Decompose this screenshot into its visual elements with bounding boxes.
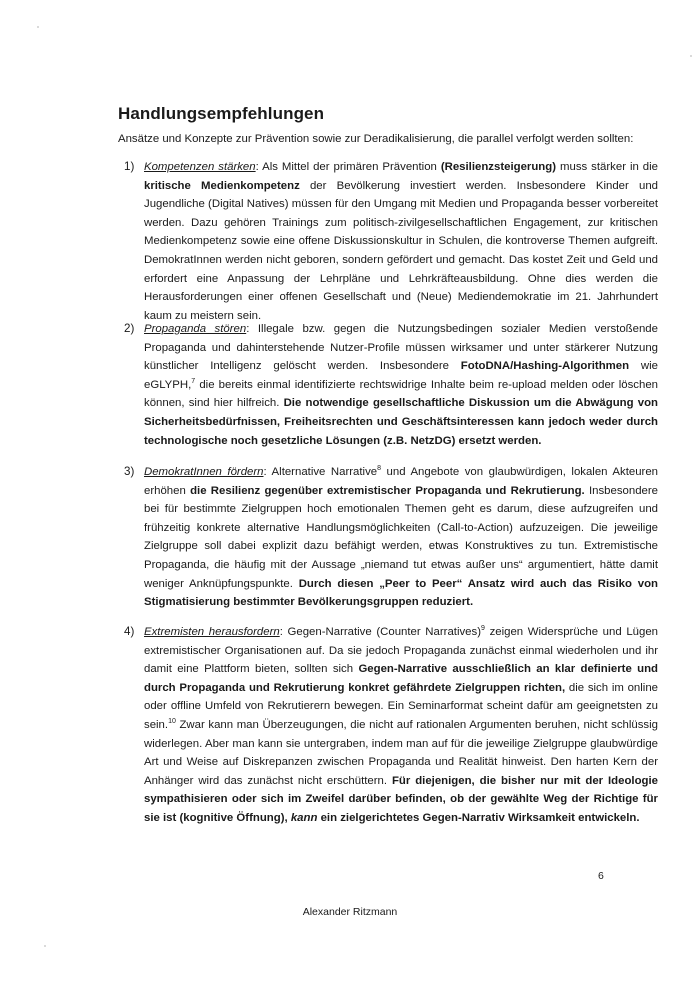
bold-text: Für diejenigen, die bisher nur mit der Ideologie sympathisieren oder sich im Zweifel darüber befinden, ob der gewählte Weg der Richtige für sie ist (kognitive Öffnung), — [144, 774, 659, 824]
recommendation-item — [118, 158, 658, 325]
item-paragraph — [144, 320, 658, 450]
recommendation-item — [118, 463, 658, 612]
item-number: 1) — [124, 160, 135, 173]
item-heading: Propaganda stören — [144, 323, 247, 335]
bold-text: Die notwendige gesellschaftliche Diskussion um die Abwägung von Sicherheitsbedürfnissen, Freiheitsrechten und Geschäftsinteressen kann jedoch weder durch technologische noch gesetzliche Lösungen (z.B. NetzDG) ersetzt werden. — [144, 397, 659, 447]
body-text: wie eGLYPH, — [144, 360, 658, 391]
body-text: muss stärker in die — [556, 161, 658, 173]
section-heading: Handlungsempfehlungen — [118, 104, 325, 123]
bold-text: ein zielgerichtetes Gegen-Narrativ Wirksamkeit entwickeln. — [317, 811, 640, 824]
footnote-ref: 7 — [191, 377, 196, 385]
footnote-ref: 10 — [168, 718, 176, 726]
body-text: die sich im online oder offline Umfeld von Rekrutierern bewegen. Ein Seminarformat scheint dafür am geeignetsten zu sein. — [144, 681, 658, 731]
body-text: Zwar kann man Überzeugungen, die nicht auf rationalen Argumenten beruhen, nicht schlüssig widerlegen. Aber man kann sie untergraben, indem man auf für die jeweilige Zielgruppe glaubwürdige Art und Weise auf Diskrepanzen zwischen Propaganda und Realität hinweist. Den harten Kern der Anhänger wird das zunächst nicht erschüttern. — [144, 718, 658, 787]
item-body — [144, 323, 658, 447]
recommendation-item — [118, 623, 658, 828]
body-text: : Illegale bzw. gegen die Nutzungsbedingen sozialer Medien verstoßende Propaganda und dahinterstehende Nutzer-Profile müssen wirksamer und unter stärkerer Nutzung künstlicher Intelligenz gelöscht werden. Insbesondere — [144, 323, 658, 373]
item-body — [144, 466, 658, 608]
intro-paragraph: Ansätze und Konzepte zur Prävention sowie zur Deradikalisierung, die parallel verfolgt werden sollten: — [118, 133, 634, 145]
body-text: : Als Mittel der primären Prävention — [255, 161, 441, 173]
body-text: : Gegen-Narrative (Counter Narratives) — [279, 626, 482, 638]
body-text: zeigen Widersprüche und Lügen extremistischer Organisationen auf. Da sie jedoch Propaganda zunächst einmal wiederholen und ihr damit eine Plattform bieten, sollten sich — [144, 626, 659, 676]
page-number: 6 — [598, 870, 604, 882]
scan-speck — [37, 26, 39, 28]
item-heading: Kompetenzen stärken — [144, 161, 256, 173]
item-heading: Extremisten herausfordern — [144, 626, 280, 638]
bold-text: die Resilienz gegenüber extremistischer Propaganda und Rekrutierung. — [190, 484, 585, 497]
item-number: 2) — [124, 322, 135, 335]
bold-text: FotoDNA/Hashing-Algorithmen — [460, 360, 630, 373]
item-body — [144, 161, 658, 322]
body-text: : Alternative Narrative — [263, 466, 378, 478]
bold-text: (Resilienzsteigerung) — [440, 161, 557, 173]
item-heading: DemokratInnen fördern — [144, 466, 264, 478]
item-paragraph — [144, 623, 658, 828]
item-paragraph — [144, 463, 658, 612]
bold-text: Durch diesen „Peer to Peer“ Ansatz wird auch das Risiko von Stigmatisierung bestimmter Bevölkerungsgruppen reduziert. — [144, 577, 658, 609]
bold-text: kritische Medienkompetenz — [144, 179, 300, 192]
bold-text: kann — [290, 811, 318, 824]
footnote-ref: 8 — [377, 465, 382, 473]
body-text: die bereits einmal identifizierte rechtswidrige Inhalte beim re-upload melden oder löschen können, sind hier hilfreich. — [144, 378, 658, 410]
item-paragraph — [144, 158, 658, 325]
scan-speck — [690, 55, 692, 57]
bold-text: Gegen-Narrative ausschließlich an klar definierte und durch Propaganda und Rekrutierung konkret gefährdete Zielgruppen richten, — [144, 663, 659, 694]
body-text: der Bevölkerung investiert werden. Insbesondere Kinder und Jugendliche (Digital Natives) müssen für den Umgang mit Medien und Propaganda besser vorbereitet werden. Dazu gehören Trainings zum politisch-zivilgesellschaftlichen Engagement, zur kritischen Medienkompetenz sowie eine offene Diskussionskultur in Schulen, die kontroverse Themen aufgreift. DemokratInnen werden nicht geboren, sondern gefördert und gemacht. Das kostet Zeit und Geld und erfordert eine Anpassung der Lehrpläne und Lehrkräfteausbildung. Ohne dies werden die Herausforderungen einer offenen Gesellschaft und (Neue) Mediendemokratie im 21. Jahrhundert kaum zu meistern sein. — [144, 179, 658, 322]
footer-author: Alexander Ritzmann — [302, 906, 398, 918]
footnote-ref: 9 — [481, 625, 485, 633]
item-body — [144, 626, 658, 824]
item-number: 3) — [124, 465, 135, 478]
recommendation-item — [118, 320, 658, 450]
item-number: 4) — [124, 625, 135, 638]
body-text: Insbesondere bei für bestimmte Zielgruppen hoch emotionalen Themen geht es darum, diese aufzugreifen und frühzeitig konkrete alternative Handlungsmöglichkeiten (Call-to-Action) aufzuzeigen. Die jeweilige Zielgruppe soll dabei explizit dazu befähigt werden, etwas Konstruktives zu tun. Extremistische Propaganda, die häufig mit der Aussage „niemand tut etwas außer uns“ argumentiert, hätte damit weniger Anknüpfungspunkte. — [144, 484, 658, 590]
body-text: und Angebote von glaubwürdigen, lokalen Akteuren erhöhen — [144, 466, 658, 497]
scan-speck — [44, 945, 46, 947]
